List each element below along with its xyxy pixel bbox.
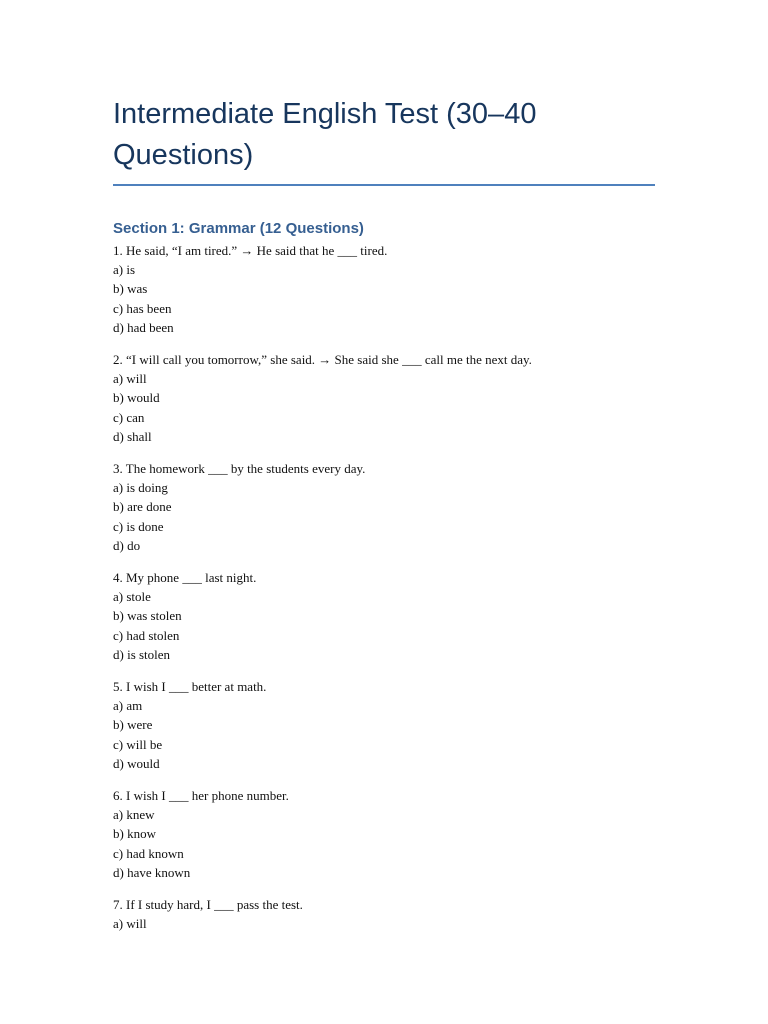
answer-option: a) am [113, 698, 143, 714]
answer-option: b) was [113, 281, 148, 297]
section-heading: Section 1: Grammar (12 Questions) [113, 220, 364, 237]
question-stem: 2. “I will call you tomorrow,” she said. → She said she ___ call me the next day. [113, 352, 532, 368]
answer-option: d) shall [113, 428, 152, 444]
answer-option: d) do [113, 537, 141, 553]
answer-option: c) can [113, 409, 145, 425]
question-6 [113, 786, 655, 882]
title-underline [113, 184, 655, 186]
question-4 [113, 568, 655, 664]
document-title: Intermediate English Test (30–40 Questions) [113, 98, 537, 171]
question-stem: 3. The homework ___ by the students every day. [113, 461, 366, 477]
answer-option: b) were [113, 717, 153, 733]
answer-option: c) is done [113, 518, 164, 534]
answer-option: d) would [113, 755, 160, 771]
question-7 [113, 895, 655, 933]
question-3 [113, 459, 655, 555]
answer-option: c) had stolen [113, 627, 180, 643]
question-5 [113, 677, 655, 773]
answer-option: d) have known [113, 864, 191, 880]
answer-option: b) are done [113, 499, 172, 515]
question-stem: 6. I wish I ___ her phone number. [113, 788, 289, 804]
question-stem: 7. If I study hard, I ___ pass the test. [113, 897, 303, 913]
answer-option: a) will [113, 371, 147, 387]
answer-option: d) had been [113, 319, 174, 335]
question-list [113, 241, 655, 934]
answer-option: a) is [113, 262, 136, 278]
answer-option: c) had known [113, 845, 184, 861]
question-2 [113, 350, 655, 446]
answer-option: b) would [113, 390, 160, 406]
document-page [113, 94, 655, 947]
question-stem: 4. My phone ___ last night. [113, 570, 257, 586]
question-stem: 1. He said, “I am tired.” → He said that he ___ tired. [113, 243, 388, 258]
answer-option: c) has been [113, 300, 172, 316]
answer-option: a) will [113, 916, 147, 932]
answer-option: a) knew [113, 807, 155, 823]
answer-option: b) know [113, 826, 156, 842]
answer-option: c) will be [113, 736, 163, 752]
answer-option: a) stole [113, 589, 151, 605]
answer-option: a) is doing [113, 480, 168, 496]
question-stem: 5. I wish I ___ better at math. [113, 679, 267, 695]
question-1 [113, 241, 655, 337]
answer-option: b) was stolen [113, 608, 182, 624]
answer-option: d) is stolen [113, 646, 171, 662]
